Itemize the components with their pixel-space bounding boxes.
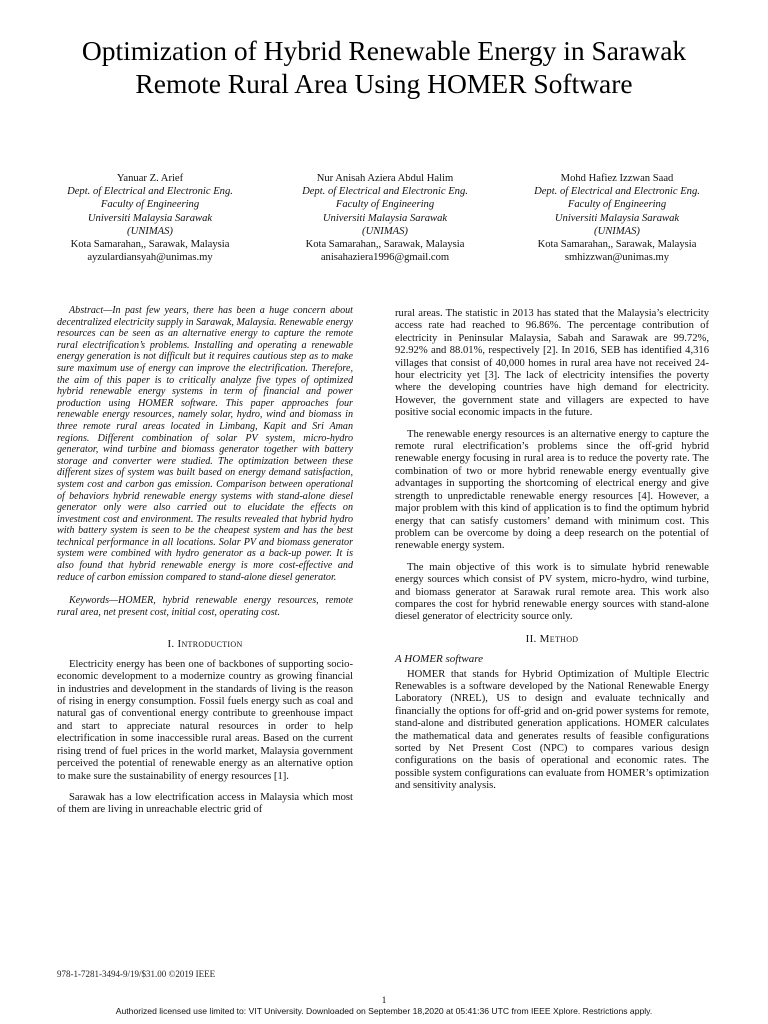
section-number: II. [525,632,537,645]
author-faculty: Faculty of Engineering [567,199,667,211]
author-location: Kota Samarahan,, Sarawak, Malaysia [305,239,465,251]
author-dept: Dept. of Electrical and Electronic Eng. [67,186,233,198]
author-name: Mohd Hafiez Izzwan Saad [560,173,674,184]
author-abbr: (UNIMAS) [362,225,408,237]
author-email: ayzulardiansyah@unimas.my [87,252,213,264]
section-heading-introduction [57,638,353,650]
section-title: Method [539,632,579,645]
section-number: I. [167,638,175,651]
author-university: Universiti Malaysia Sarawak [87,212,213,224]
author-2 [270,172,500,264]
author-faculty: Faculty of Engineering [335,199,435,211]
subsection-heading: A HOMER software [395,653,483,666]
author-university: Universiti Malaysia Sarawak [554,212,680,224]
author-3 [502,172,732,264]
author-abbr: (UNIMAS) [594,225,640,237]
author-name: Nur Anisah Aziera Abdul Halim [316,173,454,184]
author-location: Kota Samarahan,, Sarawak, Malaysia [537,239,697,251]
keywords-lead: Keywords [69,595,110,607]
section-title: Introduction [177,638,243,651]
page-number: 1 [381,995,387,1005]
author-email: smhizzwan@unimas.my [564,252,670,264]
paragraph: Sarawak has a low electrification access in Malaysia which most of them are living in unreachable electric grid of [57,791,353,816]
author-faculty: Faculty of Engineering [100,199,200,211]
abstract-lead: Abstract [69,305,104,316]
paragraph: The main objective of this work is to simulate hybrid renewable energy sources which consist of PV system, micro-hydro, wind turbine, and biomass generator at Sarawak rural remote area. This work also compares the cost for hybrid renewable energy sources with stand-alone diesel generator of electricity source only. [395,561,709,623]
right-column [395,308,709,802]
paragraph: The renewable energy resources is an alternative energy to capture the remote rural electrification’s problems since the off-grid hybrid renewable energy focusing in rural area is to reduce the poverty rate. The combination of two or more hybrid renewable energy eventually give advantages in supporting the shortcoming of electrical energy and give strength to unpredictable renewable energy resources [4]. However, a major problem with this kind of application is to find the optimum hybrid energy that can satisfy customers’ demand with minimum cost. This problem can be overcome by doing a deep research on the potential of renewable energy system. [395,428,709,552]
keywords-text: —HOMER, hybrid renewable energy resources, remote rural area, net present cost, initial cost, operating cost. [57,595,353,618]
license-notice: Authorized licensed use limited to: VIT University. Downloaded on September 18,2020 at 05:41:36 UTC from IEEE Xplore. Restrictions apply. [115,1006,653,1016]
abstract-text: —In past few years, there has been a huge concern about decentralized electricity supply in Sarawak, Malaysia. Renewable energy resources can be seen as an alternative energy to capture the remote rural electrification’s problems. Installing and operating a renewable energy generation is not difficult but it requires cautious step as to make sure maximum use of energy can improve the electrification. Therefore, the aim of this paper is to critically analyze five types of optimized hybrid renewable energy systems in term of financial and power production using HOMER software. This paper approaches four renewable energy resources, namely solar, hydro, wind and biomass in three remote rural areas located in Limbang, Kapit and Sri Aman regions. Different combination of solar PV system, micro-hydro generator, wind turbine and biomass generator together with battery storage and converter were studied. The optimization between these different sizes of system was built based on energy demand satisfaction, system cost and carbon gas emission. Comparison between operational of behaviors hybrid renewable energy systems with stand-alone diesel generator only were also carried out to elucidate the effects on investment cost and environment. The results revealed that hybrid hydro with battery system is seen to be the cheapest system and has the best technical performance in all locations. Solar PV and biomass generator system were combined with hydro generator as a back-up power. It is also found that hybrid renewable energy is more cost-effective and reduce of carbon emission compared to stand-alone diesel generator. [57,305,353,583]
author-location: Kota Samarahan,, Sarawak, Malaysia [70,239,230,251]
paragraph: Electricity energy has been one of backbones of supporting socio-economic development to a modernize country as growing financial in industries and development in the standards of living is the reason of rising in energy consumption. Fossil fuels energy such as coal and natural gas of conventional energy contribute to greenhouse impact and start to appreciate natural resources in order to help electrification in some inaccessible rural areas. Based on the current rising trend of fuel prices in the world market, Malaysia government perceived the potential of renewable energy as an alternative option to make sure the sustainability of energy resources [1]. [57,658,353,782]
paper-title: Optimization of Hybrid Renewable Energy in Sarawak Remote Rural Area Using HOMER Software [81,35,687,99]
section-heading-method [395,633,709,645]
paragraph: rural areas. The statistic in 2013 has stated that the Malaysia’s electricity access rate had reached to 96.86%. The percentage contribution of electricity in Peninsular Malaysia, Sabah and Sarawak are 99.72%, 92.92% and 88.01%, respectively [2]. In 2016, SEB has identified 4,316 villages that consist of 40,000 homes in rural area have not received 24-hour electricity yet [3]. The lack of electricity intensifies the poverty where the developing countries have high demand for electricity. However, the government state and villagers are expected to have positive social economic impacts in the future. [395,308,709,419]
paragraph: HOMER that stands for Hybrid Optimization of Multiple Electric Renewables is a software developed by the National Renewable Energy Laboratory (NREL), US to design and evaluate technically and financially the options for off-grid and on-grid power systems for remote, stand-alone and distributed generation applications. HOMER calculates the mathematical data and generates results of feasible configurations sorted by Net Present Cost (NPC) to compares various design configurations on the basis of operational and economic rates. The possible system configurations can evaluate from HOMER’s optimization and sensitivity analysis. [395,668,709,792]
isbn-footer: 978-1-7281-3494-9/19/$31.00 ©2019 IEEE [57,969,216,979]
author-1 [35,172,265,264]
author-email: anisahaziera1996@gmail.com [320,252,450,264]
author-abbr: (UNIMAS) [127,225,173,237]
author-university: Universiti Malaysia Sarawak [322,212,448,224]
left-column [57,305,353,826]
abstract [57,305,353,583]
author-dept: Dept. of Electrical and Electronic Eng. [534,186,700,198]
author-name: Yanuar Z. Arief [116,173,184,184]
keywords [57,595,353,618]
author-dept: Dept. of Electrical and Electronic Eng. [302,186,468,198]
